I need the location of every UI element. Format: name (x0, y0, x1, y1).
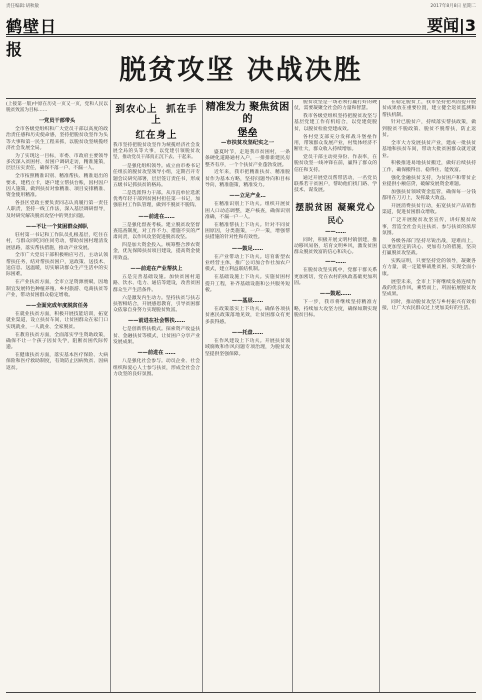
article-paragraph: 在基础设施上下功夫。实施贫困村提升工程，补齐基础设施和公共服务短板。 (205, 275, 290, 293)
article-paragraph: 广泛开展脱贫攻坚宣传，讲好脱贫故事，营造全社会关注扶贫、参与扶贫的浓厚氛围。 (382, 218, 476, 236)
article-paragraph: 我市各级党组织坚持把脱贫攻坚与基层党建工作有机结合，以党建促脱贫，以脱贫检验党建成效。 (294, 114, 377, 132)
article-paragraph: 全市广大党员干部积极响应号召，主动认领帮扶任务，结对帮扶贫困户，送政策、送技术、送信息、送温暖，切实解决群众生产生活中的实际困难。 (6, 253, 108, 278)
article-paragraph: 全市大力发展扶贫产业，建成一批扶贫基地和扶贫车间，带动大批贫困群众就近就业。 (382, 140, 476, 159)
column-4-title: 摆脱贫困 凝聚党心 (295, 202, 376, 213)
newspaper-logo: 鹤壁日报 (6, 17, 58, 59)
article-paragraph: 各县区党政主要负责同志认真履行第一责任人职责，坚持一线工作法，深入基层调研督导，及时研究解决脱贫攻坚中的突出问题。 (6, 201, 108, 219)
date-info: 2017年8月8日 星期二 (430, 4, 476, 9)
column-2-title-line-1 (113, 104, 200, 126)
article-paragraph: 同时，积极开展文明村镇创建，推动移风易俗，培育文明乡风，激发贫困群众脱贫致富的信心和决心。 (294, 237, 377, 256)
masthead-rule (6, 34, 476, 35)
article-paragraph: 八是强化社会参与。动员企业、社会组织和爱心人士参与扶贫，形成全社会合力攻坚的良好氛围。 (113, 359, 200, 377)
article-paragraph: 各级各部门坚持尽锐出战，迎难而上，以更加坚定的决心、更加有力的措施，坚决打赢脱贫攻坚战。 (382, 238, 476, 257)
column-3-title: 精准发力 聚焦贫困的 (205, 102, 290, 125)
article-paragraph: 在稳定脱贫上，我市坚持把巩固提升脱贫成果放在重要位置，建立健全返贫监测和帮扶机制。 (382, 100, 476, 118)
article-paragraph: 通过开展党员帮带活动，一名党员联系若干贫困户，帮助他们找门路、学技术、谋发展。 (294, 175, 377, 194)
column-2-subhead: ——前进在产业帮扶上 (130, 266, 183, 273)
article-paragraph: 为了实现这一目标，市委、市政府主要领导多次深入贫困村、贫困户调研走访，精准施策，层层压实责任，确保不落一户、不漏一人。 (6, 153, 108, 172)
editor-info: 责任编辑:胡秋敏 (6, 4, 40, 9)
column-2-lead: 我市坚持把脱贫攻坚作为统揽经济社会发展全局的头等大事，以党建引领脱贫攻坚，推动党员干部真正沉下去、干起来。 (113, 143, 200, 160)
article-paragraph: 五是完善基础设施。加快贫困村道路、饮水、电力、通信等建设，改善贫困群众生产生活条件。 (113, 275, 200, 293)
article-paragraph: 三是强化督查考核。建立脱贫攻坚督查巡查制度，对工作不力、措施不实的严肃问责，以作风攻坚促进脱贫攻坚。 (113, 222, 200, 241)
column-divider (292, 100, 293, 692)
column-3-subhead: ——托盘…… (231, 330, 264, 337)
article-paragraph: 针对已脱贫户，持续落实帮扶政策，做到脱贫不脱政策、脱贫不脱帮扶，防止返贫。 (382, 120, 476, 139)
column-2-subhead: ——前进在 …… (137, 350, 176, 357)
article-paragraph: 强化金融扶贫支持，为贫困户和带贫企业提供小额信贷，破解发展资金难题。 (382, 175, 476, 187)
column-3 (205, 100, 290, 692)
title-part: 到农心上 (115, 104, 158, 115)
article-paragraph: 党员干部主动亮身份、作表率，在脱贫攻坚一线冲锋在前，赢得了群众的信任和支持。 (294, 155, 377, 173)
column-2 (113, 100, 200, 692)
column-3-subtitle: —市扶贫攻坚纪实之一 (221, 140, 274, 146)
article-paragraph: 七是创新帮扶模式。探索资产收益扶贫、金融扶贫等模式，让贫困户分享产业发展成果。 (113, 327, 200, 346)
column-4-subhead: ——…… (325, 228, 346, 235)
article-paragraph: 在脱贫攻坚实践中，党群干群关系更加密切，党在农村的执政基础更加巩固。 (294, 268, 377, 287)
column-3-title-2: 堡垒 (237, 128, 258, 139)
masthead (6, 12, 476, 59)
column-4-subhead: ——…… (325, 259, 346, 266)
article-paragraph: 在健康扶贫方面，落实基本医疗保险、大病保险和医疗救助制度，有效防止因病致贫、因病返贫。 (6, 353, 108, 371)
article-paragraph: 加强扶贫领域资金监管，确保每一分钱都用在刀刃上，发挥最大效益。 (382, 189, 476, 202)
article-paragraph: 各村党支部充分发挥战斗堡垒作用，带领群众发展产业，村集体经济不断壮大，群众收入持续增加。 (294, 134, 377, 153)
column-2-subhead: ——前进在社会帮扶…… (127, 318, 186, 325)
column-3-subhead: ——立足产业… (229, 193, 266, 200)
article-paragraph: 驻村第一书记和工作队员扎根基层，吃住在村，与群众同吃同住同劳动，帮助贫困村理清发展思路，落实帮扶措施，推动产业发展。 (6, 232, 108, 251)
main-headline (0, 36, 482, 98)
article-paragraph: 在产业带动上下功夫。培育新型农业经营主体，推广公司加合作社加农户模式，建立利益联结机制。 (205, 254, 290, 273)
article-paragraph: 在精准识别上下功夫。组织开展贫困人口动态调整，逐户核查，确保识别准确，不漏一户一人。 (205, 202, 290, 220)
bottom-rule (6, 692, 476, 693)
article-paragraph: 在教育扶贫方面，全面落实学生资助政策，确保不让一个孩子因贫失学，阻断贫困代际传递。 (6, 332, 108, 351)
column-1-subhead: ——全面完成年度脱贫任务 (25, 303, 89, 310)
section-label: 要闻|3 (427, 16, 476, 35)
article-paragraph: 近年来，我市把精准扶贫、精准脱贫作为基本方略，坚持问题导向和目标导向，精准施策，精准发力。 (205, 170, 290, 189)
article-paragraph: 全市各级党组织和广大党员干部以高度的政治责任感和历史使命感，坚持把脱贫攻坚作为头等大事和第一民生工程来抓，以脱贫攻坚统揽经济社会发展全局。 (6, 127, 108, 151)
article-paragraph: 二是选派得力干部。从市直单位选派优秀年轻干部到贫困村担任第一书记，加强驻村工作队管理，做到不脱贫不脱钩。 (113, 190, 200, 209)
article-paragraph: 积极推进易地扶贫搬迁，做好后续扶持工作，确保搬得出、稳得住、能致富。 (382, 161, 476, 173)
column-2-subhead: ——前进在…… (138, 213, 175, 220)
article-paragraph: 下一步，我市将继续坚持精准方略，持续加大攻坚力度，确保如期实现脱贫目标。 (294, 300, 377, 318)
article-paragraph: 一是强化组织领导。成立由市委书记任组长的脱贫攻坚领导小组，定期召开专题会议研究部署，层层签订责任书，形成五级书记抓扶贫的格局。 (113, 164, 200, 188)
column-1-subhead: ——不让一个贫困群众掉队 (25, 223, 89, 230)
column-3-subhead: ——鼓足…… (231, 245, 264, 252)
column-1-lead: (上接第一版)中原在历史一页又一页，党和人民以脱贫致富为目标…… (6, 102, 108, 113)
article-paragraph: 在作风建设上下功夫。开展扶贫领域腐败和作风问题专项治理，为脱贫攻坚提供坚强保障。 (205, 339, 290, 357)
top-info-line (6, 0, 476, 12)
article-paragraph: 开展消费扶贫行动，拓宽扶贫产品销售渠道，促进贫困群众增收。 (382, 204, 476, 216)
column-5 (382, 100, 476, 692)
article-paragraph: 在精准帮扶上下功夫。针对不同贫困原因，分类施策，一户一策，增强帮扶措施的针对性和有效性。 (205, 222, 290, 241)
article-paragraph: 实践证明，只要坚持党的领导，凝聚各方力量，就一定能够战胜贫困，实现全面小康。 (382, 259, 476, 277)
column-4 (294, 100, 377, 692)
column-4-subhead: ——鼓起…… (319, 291, 352, 298)
column-2-title-line-2: 红在身上 (135, 130, 178, 141)
column-divider (110, 100, 111, 692)
article-paragraph: 同时，推动脱贫攻坚与乡村振兴有效衔接，让广大农民群众过上更加美好的生活。 (382, 300, 476, 312)
article-paragraph: 六是激发内生动力。坚持扶贫与扶志扶智相结合，开展感恩教育，引导贫困群众依靠自身努力实现脱贫致富。 (113, 295, 200, 314)
column-3-subhead: ——基层…… (231, 298, 264, 305)
headline-rule (6, 98, 476, 99)
article-paragraph: 全市按照精准识别、精准帮扶、精准退出的要求，建档立卡，逐户建立帮扶台账，因村因户因人施策，做到扶贫对象精准、项目安排精准、资金使用精准。 (6, 174, 108, 199)
article-paragraph: 在政策落实上下功夫。确保各项扶贫惠民政策落地见效，让贫困群众有更多获得感。 (205, 307, 290, 325)
article-paragraph: 脱贫攻坚是一场必须打赢打好的硬仗，需要凝聚全社会的力量和智慧。 (294, 100, 377, 112)
column-divider (379, 100, 380, 692)
article-paragraph: 展望未来，全市上下将继续发扬连续作战的优良作风，乘势而上，巩固拓展脱贫攻坚成果。 (382, 279, 476, 298)
article-paragraph: 在产业扶贫方面，全市立足资源禀赋，因地制宜发展特色种植养殖、乡村旅游、电商扶贫等产业，带动贫困群众稳定增收。 (6, 280, 108, 298)
article-paragraph: 在就业扶贫方面，积极开展技能培训，拓宽就业渠道，设立扶贫车间，让贫困群众在家门口实现就业，一人就业、全家脱贫。 (6, 312, 108, 330)
column-divider (202, 100, 203, 692)
title-part: 抓在手上 (151, 104, 198, 126)
column-1 (6, 100, 108, 692)
column-4-title-2: 民心 (327, 215, 344, 225)
headline-text: 脱贫攻坚 决战决胜 (119, 55, 363, 86)
column-1-subhead: 一党员干部带头 (38, 118, 76, 124)
article-paragraph: 四是加大资金投入。统筹整合涉农资金，优先保障扶贫项目建设，提高资金使用效益。 (113, 243, 200, 261)
article-paragraph: 盛夏时节，走进我市贫困村，一条条硬化道路通村入户，一排排新建民房整齐有序，一个个扶贫产业蓬勃发展。 (205, 150, 290, 168)
